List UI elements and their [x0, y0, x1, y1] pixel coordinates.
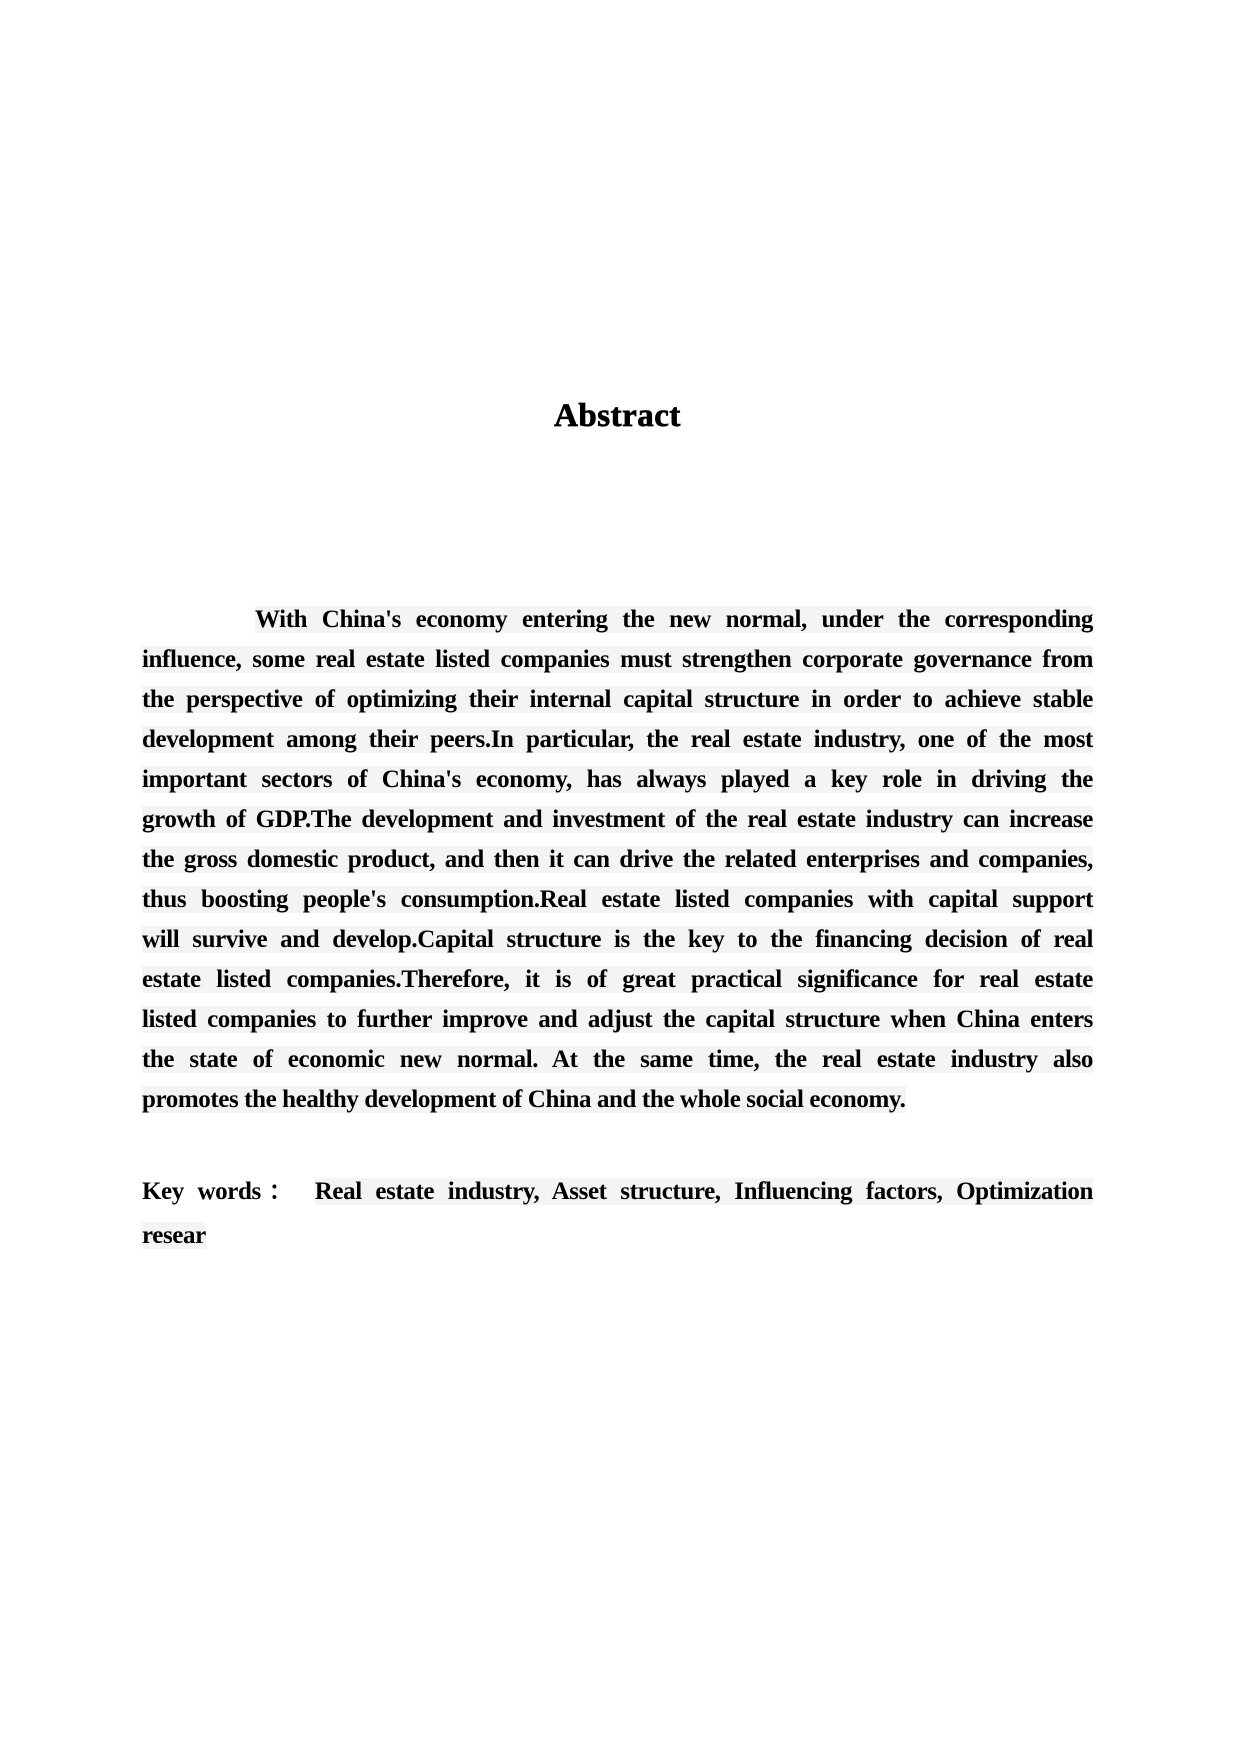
abstract-line-text: development among their peers.In particular, the real estate industry, one of the most [142, 726, 1093, 753]
abstract-line [142, 960, 1093, 1000]
abstract-line [142, 760, 1093, 800]
abstract-line [142, 600, 1093, 640]
abstract-line [142, 880, 1093, 920]
abstract-line-text: With China's economy entering the new normal, under the corresponding [255, 606, 1093, 633]
abstract-line [142, 800, 1093, 840]
abstract-line [142, 1040, 1093, 1080]
abstract-line-text: estate listed companies.Therefore, it is of great practical significance for real estate [142, 966, 1093, 993]
abstract-line-text: growth of GDP.The development and investment of the real estate industry can increase [142, 806, 1093, 833]
keywords-line [142, 1214, 1093, 1258]
abstract-line-text: important sectors of China's economy, has always played a key role in driving the [142, 766, 1093, 793]
abstract-line-text: promotes the healthy development of China and the whole social economy. [142, 1086, 906, 1113]
abstract-line-text: influence, some real estate listed companies must strengthen corporate governance from [142, 646, 1093, 673]
abstract-line-text: the gross domestic product, and then it can drive the related enterprises and companies, [142, 846, 1093, 873]
page-title: Abstract [554, 398, 681, 434]
abstract-line [142, 920, 1093, 960]
abstract-line-text: the state of economic new normal. At the same time, the real estate industry also [142, 1046, 1093, 1073]
abstract-line-text: will survive and develop.Capital structure is the key to the financing decision of real [142, 926, 1093, 953]
keywords-text-continued: resear [142, 1222, 206, 1249]
abstract-paragraph [142, 600, 1093, 1120]
abstract-line-text: thus boosting people's consumption.Real estate listed companies with capital support [142, 886, 1093, 913]
abstract-line-text: the perspective of optimizing their internal capital structure in order to achieve stable [142, 686, 1093, 713]
keywords-line [142, 1170, 1093, 1214]
keywords-label: Key words： [142, 1178, 302, 1205]
abstract-line [142, 680, 1093, 720]
abstract-line-text: listed companies to further improve and adjust the capital structure when China enters [142, 1006, 1093, 1033]
abstract-line [142, 840, 1093, 880]
keywords-section [142, 1170, 1093, 1258]
abstract-line [142, 640, 1093, 680]
abstract-line [142, 1000, 1093, 1040]
keywords-text: Real estate industry, Asset structure, Influencing factors, Optimization [314, 1178, 1093, 1205]
abstract-line [142, 720, 1093, 760]
abstract-line [142, 1080, 1093, 1120]
